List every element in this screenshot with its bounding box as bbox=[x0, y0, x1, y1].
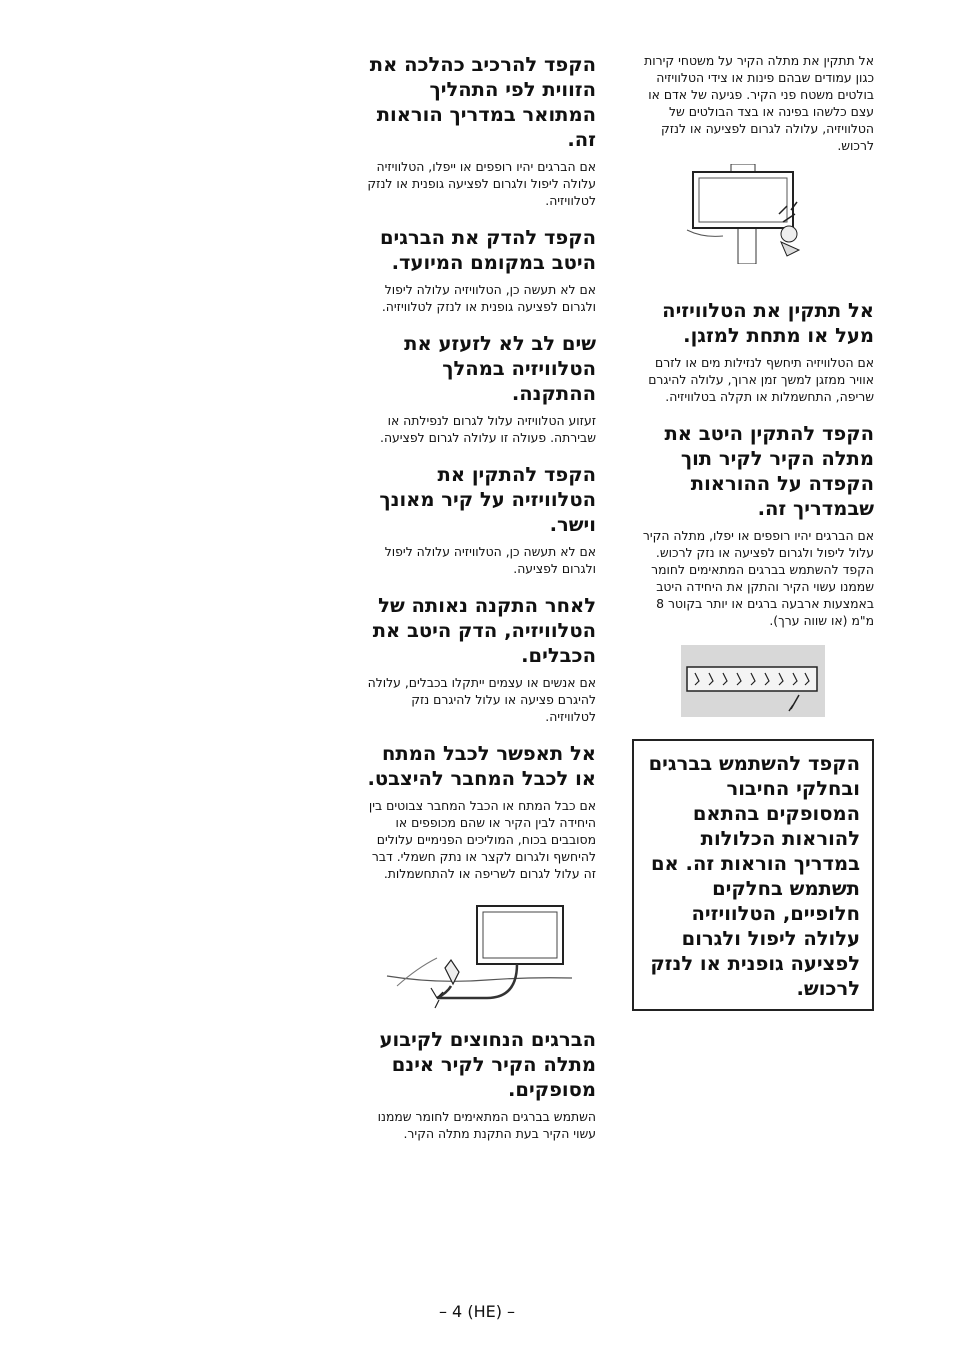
section-tighten-screws bbox=[358, 225, 596, 315]
section-no-pinch-cable bbox=[358, 741, 596, 882]
boxed-warning-text: הקפד להשתמש בברגים ובחלקי החיבור המסופקים בהתאם להוראות הכלולות במדריך הוראות זה. אם תשתמש בחלקים חלופיים, הטלוויזיה עלולה ליפול ולגרום לפציעה גופנית או לנזק לרכוש. bbox=[648, 752, 860, 1000]
section-heading: הקפד להתקין היטב את מתלה הקיר לקיר תוך הקפדה על ההוראות שבמדריך זה. bbox=[664, 422, 874, 520]
section-install-bracket bbox=[632, 421, 874, 629]
pinched-cable-illustration bbox=[377, 898, 577, 1013]
section-body: אם לא תעשה כן, הטלוויזיה עלולה ליפול ולגרום לפציעה. bbox=[384, 544, 596, 576]
section-vertical-wall bbox=[358, 462, 596, 577]
right-column bbox=[632, 52, 874, 1011]
left-column bbox=[358, 52, 596, 1158]
section-body: אם הטלוויזיה תיחשף לנזילות מים או לזרם אוויר ממזגן למשך זמן ארוך, עלולה להיגרם שריפה, התחשמלות או תקלה בטלוויזיה. bbox=[648, 355, 874, 404]
section-heading: הברגים הנחוצים לקיבוע מתלה הקיר לקיר אינם מסופקים. bbox=[379, 1028, 596, 1101]
wall-bracket-illustration bbox=[681, 645, 825, 717]
section-body: זעזוע הטלוויזיה עלול לגרום לנפילתה או שבירתה. פעולה זו עלולה לגרום לפציעה. bbox=[380, 413, 596, 445]
section-heading: לאחר התקנה נאותה של הטלוויזיה, הדק היטב את הכבלים. bbox=[372, 594, 596, 667]
section-heading: אל תאפשר לכבל המתח או לכבל המחבר להיצבט. bbox=[367, 742, 596, 790]
section-no-shock bbox=[358, 331, 596, 446]
section-body: אם כבל המתח או הכבל המחבר צבוטים בין היחידה לבין הקיר או שהם מכופפים או מסובבים בכוח, המוליכים הפנימיים עלולים להיחשף ולגרום לקצר או נתק חשמלי. דבר זה עלול לגרום לשריפה או להתחשמלות. bbox=[368, 798, 596, 881]
section-body: אם אנשים או עצמים ייתקלו בכבלים, עלולה להיגרם פציעה או עלול להיגרם נזק לטלוויזיה. bbox=[367, 675, 596, 724]
section-heading: שים לב לא לזעזע את הטלוויזיה במהלך ההתקנה. bbox=[404, 332, 596, 405]
section-body: אם לא תעשה כן, הטלוויזיה עלולה ליפול ולגרום לפציעה גופנית או לנזק לטלוויזיה. bbox=[381, 282, 596, 314]
section-heading: הקפד להדק את הברגים היטב במקומם המיועד. bbox=[379, 226, 596, 274]
section-body: השתמש בברגים המתאימים לחומר שממנו עשוי הקיר בעת התקנת מתלה הקיר. bbox=[377, 1109, 596, 1141]
section-secure-cables bbox=[358, 593, 596, 725]
page-number: – 4 (HE) – bbox=[438, 1302, 516, 1321]
section-heading: אל תתקין את הטלוויזיה מעל או מתחת למזגן. bbox=[662, 299, 874, 347]
section-heading: הקפד להתקין את הטלוויזיה על קיר מאונך וישר. bbox=[379, 463, 596, 536]
section-body: אם הברגים יהיו רופפים או ייפלו, הטלוויזיה עלולה ליפול ולגרום לפציעה גופנית או לנזק לטלוויזיה. bbox=[367, 159, 596, 208]
section-body: אם הברגים יהיו רופפים או יפלו, מתלה הקיר עלול ליפול ולגרום לפציעה או נזק לרכוש. הקפד להשתמש בברגים המתאימים לחומר שממנו עשוי הקיר והתקן את היחידה היטב באמצעות ארבעה ברגים או יותר בקוטר 8 מ"מ (או שווה ערך). bbox=[642, 528, 874, 628]
boxed-warning bbox=[632, 739, 874, 1011]
section-heading: הקפד להרכיב כהלכה את הזווית לפי התהליך המתואר במדריך הוראות זה. bbox=[369, 53, 596, 151]
intro-paragraph: אל תתקין את מתלה הקיר על משטחי קירות כגון עמודים שבהם פינות או צידי הטלוויזיה בולטים משטח פני הקיר. פגיעה של אדם או עצם כלשהו בפינה או בצד הבולטים של הטלוויזיה, עלולה לגרום לפציעה או לנזק לרכוש. bbox=[644, 53, 874, 153]
tv-on-pillar-illustration bbox=[683, 164, 823, 264]
section-air-conditioner bbox=[632, 298, 874, 405]
section-screws-not-supplied bbox=[358, 1027, 596, 1142]
section-assemble-angle bbox=[358, 52, 596, 209]
